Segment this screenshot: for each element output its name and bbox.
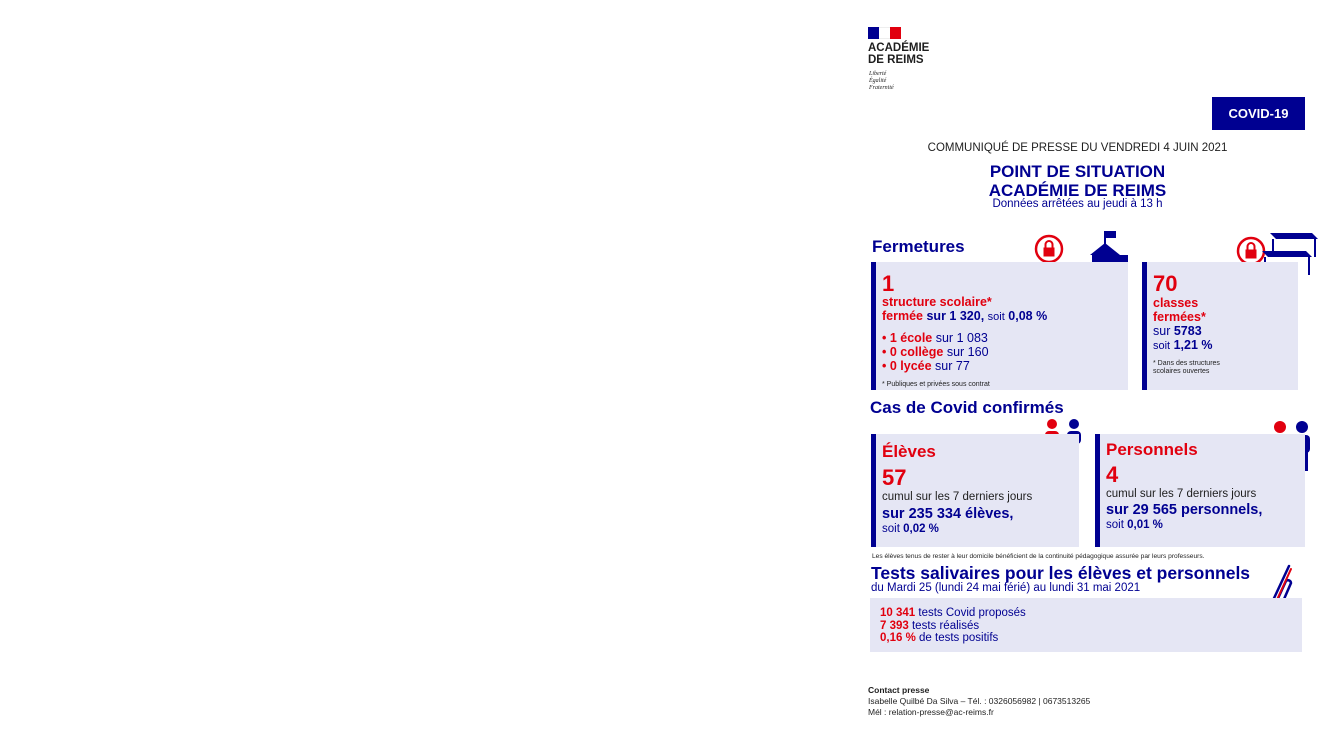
classes-label: [1153, 296, 1206, 324]
classes-label-1: classes: [1153, 296, 1199, 310]
contact-email: Mél : relation-presse@ac-reims.fr: [868, 707, 994, 717]
class-closures-card: [1142, 262, 1298, 390]
data-cutoff: Données arrêtées au jeudi à 13 h: [992, 198, 1163, 210]
schools-label-1: structure scolaire*: [882, 295, 992, 309]
title-line1: POINT DE SITUATION: [989, 162, 1166, 181]
schools-percent: 0,08 %: [1008, 309, 1048, 323]
list-item: 10 341 tests Covid proposés: [880, 607, 1026, 619]
page-title: [815, 162, 1340, 200]
schools-soit: soit: [987, 311, 1005, 323]
schools-total: sur 1 320,: [926, 309, 985, 323]
motto-fraternite: Fraternité: [869, 85, 894, 91]
students-title: Élèves: [882, 442, 936, 461]
staff-title: Personnels: [1106, 440, 1198, 459]
press-release-document: [815, 0, 1340, 730]
list-item: • 0 collège sur 160: [882, 345, 989, 359]
logo-line1: ACADÉMIE: [868, 42, 930, 54]
student-cases-card: [871, 434, 1079, 547]
academy-logo: [868, 42, 929, 66]
students-case-count: 57: [882, 465, 907, 490]
continuity-note: Les élèves tenus de rester à leur domicile bénéficient de la continuité pédagogique assurée par leurs professeurs.: [872, 553, 1205, 560]
classes-total: sur 5783 soit 1,21 %: [1153, 324, 1213, 352]
schools-label: [882, 295, 1047, 324]
classes-footnote: * Dans des structures scolaires ouvertes: [1153, 360, 1220, 375]
tests-summary-box: [870, 598, 1302, 652]
schools-closed-count: 1: [882, 271, 895, 296]
classes-closed-count: 70: [1153, 271, 1178, 296]
cases-heading: Cas de Covid confirmés: [870, 398, 1064, 417]
closures-heading: Fermetures: [872, 237, 965, 256]
classes-label-2: fermées*: [1153, 310, 1206, 324]
tests-period: du Mardi 25 (lundi 24 mai férié) au lundi 31 mai 2021: [871, 582, 1141, 594]
title-line2: ACADÉMIE DE REIMS: [988, 181, 1167, 200]
students-ratio: soit 0,02 %: [882, 523, 939, 535]
logo-line2: DE REIMS: [868, 54, 924, 66]
schools-label-2: fermée: [882, 309, 923, 323]
staff-ratio: soit 0,01 %: [1106, 519, 1163, 531]
list-item: • 0 lycée sur 77: [882, 359, 970, 373]
schools-footnote: * Publiques et privées sous contrat: [882, 381, 990, 388]
staff-cumul: cumul sur les 7 derniers jours: [1106, 488, 1257, 500]
staff-total: sur 29 565 personnels,: [1106, 502, 1263, 518]
press-release-date: COMMUNIQUÉ DE PRESSE DU VENDREDI 4 JUIN 2021: [927, 142, 1228, 154]
list-item: • 1 école sur 1 083: [882, 331, 988, 345]
schools-breakdown: [882, 331, 989, 373]
list-item: 0,16 % de tests positifs: [880, 632, 999, 644]
students-cumul: cumul sur les 7 derniers jours: [882, 491, 1033, 503]
list-item: 7 393 tests réalisés: [880, 619, 980, 632]
tests-list: [880, 607, 1026, 645]
contact-phone: Isabelle Quilbé Da Silva – Tél. : 0326056982 | 0673513265: [868, 696, 1091, 706]
motto-liberte: Liberté: [869, 71, 887, 77]
motto-egalite: Égalité: [869, 78, 887, 84]
school-closures-card: [871, 262, 1128, 390]
staff-cases-card: [1095, 434, 1305, 547]
covid-badge: COVID-19: [1212, 97, 1305, 130]
contact-title: Contact presse: [868, 685, 930, 695]
press-contact: [868, 685, 1090, 718]
french-flag-icon: [868, 27, 901, 39]
staff-case-count: 4: [1106, 462, 1119, 487]
republic-motto: [869, 71, 894, 92]
tests-heading: Tests salivaires pour les élèves et personnels: [871, 563, 1251, 583]
students-total: sur 235 334 élèves,: [882, 506, 1014, 522]
